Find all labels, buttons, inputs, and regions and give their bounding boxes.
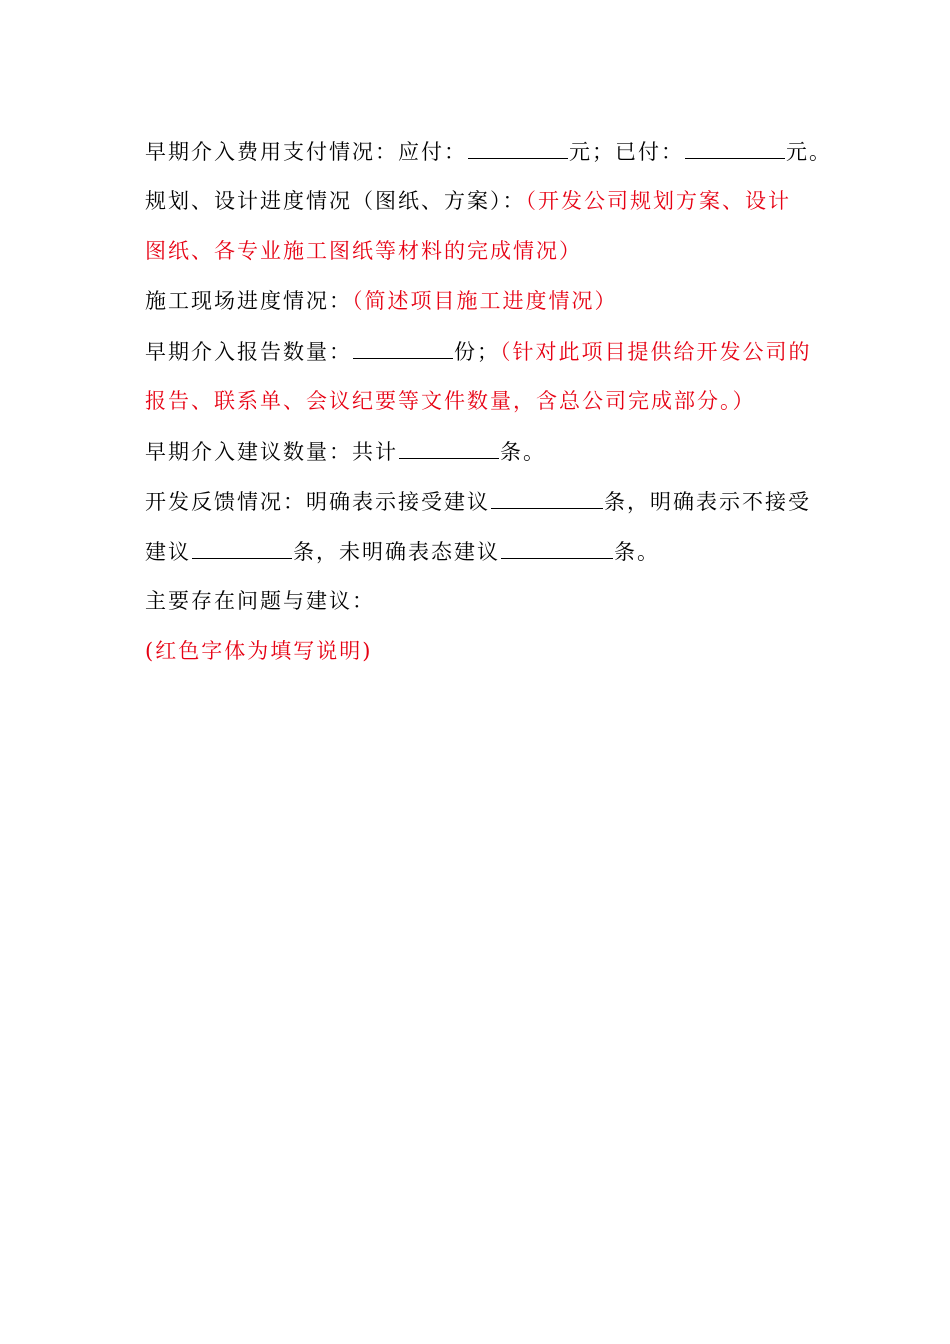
- suggestion-word: 建议: [145, 540, 191, 564]
- items-suffix-end: 条。: [614, 540, 660, 564]
- yuan-suffix: 元。: [786, 140, 832, 164]
- rejected-count-blank[interactable]: [192, 531, 292, 559]
- fee-payment-line: [145, 131, 832, 181]
- report-count-instruction: （针对此项目提供给开发公司的: [500, 340, 812, 364]
- main-issues-heading: 主要存在问题与建议：: [145, 589, 375, 613]
- site-progress-instruction: （简述项目施工进度情况）: [352, 289, 618, 313]
- suggestion-count-label: 早期介入建议数量：共计: [145, 440, 398, 464]
- not-accepted-label: 条，明确表示不接受: [604, 490, 811, 514]
- suggestion-count-line: [145, 431, 810, 481]
- undecided-count-blank[interactable]: [501, 531, 613, 559]
- copies-suffix: 份；: [454, 340, 500, 364]
- design-progress-label: 规划、设计进度情况（图纸、方案）：: [145, 189, 526, 213]
- undecided-label: 条，未明确表态建议: [293, 540, 500, 564]
- items-suffix: 条。: [500, 440, 546, 464]
- paid-label: 元；已付：: [569, 140, 684, 164]
- report-count-label: 早期介入报告数量：: [145, 340, 352, 364]
- report-count-line: [145, 331, 810, 381]
- red-font-note: (红色字体为填写说明): [145, 639, 373, 663]
- feedback-label: 开发反馈情况：明确表示接受建议: [145, 490, 490, 514]
- report-count-instruction-cont: 报告、联系单、会议纪要等文件数量，含总公司完成部分。）: [145, 389, 756, 413]
- report-body: [145, 131, 832, 681]
- design-progress-instruction-cont: 图纸、各专业施工图纸等材料的完成情况）: [145, 239, 582, 263]
- payable-amount-blank[interactable]: [468, 131, 568, 159]
- site-progress-label: 施工现场进度情况：: [145, 289, 352, 313]
- site-progress-line: [145, 281, 810, 331]
- paid-amount-blank[interactable]: [685, 131, 785, 159]
- report-count-blank[interactable]: [353, 331, 453, 359]
- feedback-line: [145, 481, 810, 531]
- fee-payment-label: 早期介入费用支付情况：应付：: [145, 140, 467, 164]
- suggestion-count-blank[interactable]: [399, 431, 499, 459]
- design-progress-line: [145, 181, 810, 231]
- accepted-count-blank[interactable]: [491, 481, 603, 509]
- feedback-line-cont: [145, 531, 810, 581]
- design-progress-instruction: （开发公司规划方案、设计: [525, 189, 791, 213]
